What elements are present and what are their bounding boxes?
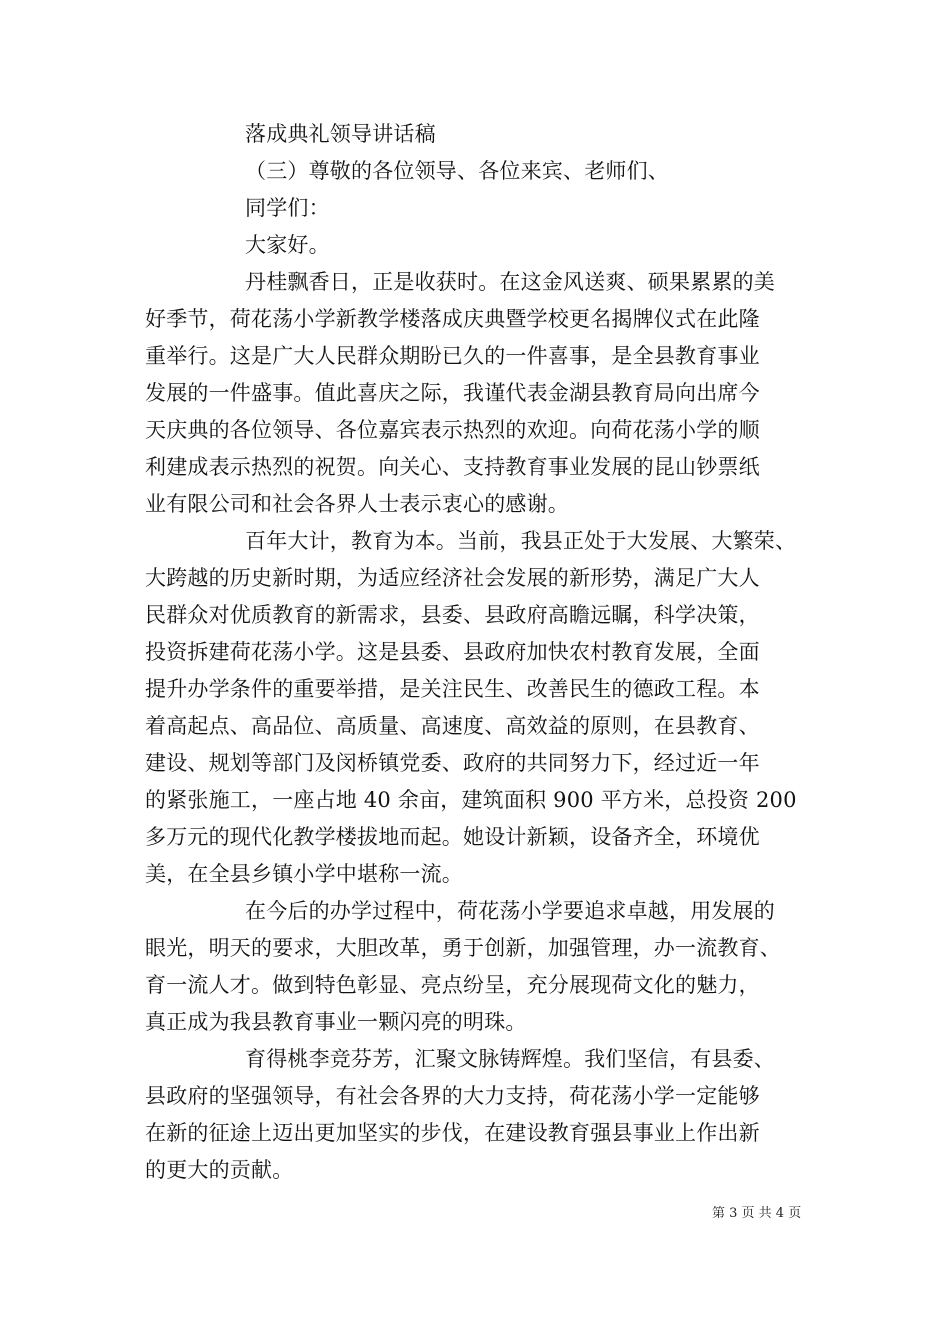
text-line: 的紧张施工，一座占地 40 余亩，建筑面积 900 平方米，总投资 200	[145, 788, 797, 812]
text-line: 美，在全县乡镇小学中堪称一流。	[145, 862, 463, 886]
text-line: 业有限公司和社会各界人士表示衷心的感谢。	[145, 492, 569, 516]
document-title: 落成典礼领导讲话稿	[245, 122, 436, 146]
text-line: 大跨越的历史新时期，为适应经济社会发展的新形势，满足广大人	[145, 566, 760, 590]
text-line: 大家好。	[245, 233, 330, 257]
text-line: 多万元的现代化教学楼拔地而起。她设计新颖，设备齐全，环境优	[145, 825, 760, 849]
text-line: 建设、规划等部门及闵桥镇党委、政府的共同努力下，经过近一年	[145, 751, 760, 775]
text-line: 百年大计，教育为本。当前，我县正处于大发展、大繁荣、	[245, 529, 797, 553]
text-line: 在今后的办学过程中，荷花荡小学要追求卓越，用发展的	[245, 899, 775, 923]
text-line: 育得桃李竞芬芳，汇聚文脉铸辉煌。我们坚信，有县委、	[245, 1047, 775, 1071]
text-line: 育一流人才。做到特色彰显、亮点纷呈，充分展现荷文化的魅力，	[145, 973, 760, 997]
text-line: 同学们：	[245, 196, 330, 220]
document-body	[145, 116, 817, 1189]
text-line: 在新的征途上迈出更加坚实的步伐，在建设教育强县事业上作出新	[145, 1121, 760, 1145]
text-line: 天庆典的各位领导、各位嘉宾表示热烈的欢迎。向荷花荡小学的顺	[145, 418, 760, 442]
text-line: 真正成为我县教育事业一颗闪亮的明珠。	[145, 1010, 527, 1034]
text-line: 利建成表示热烈的祝贺。向关心、支持教育事业发展的昆山钞票纸	[145, 455, 760, 479]
page-footer: 第 3 页 共 4 页	[712, 1206, 802, 1221]
text-line: 民群众对优质教育的新需求，县委、县政府高瞻远瞩，科学决策，	[145, 603, 760, 627]
text-line: 眼光，明天的要求，大胆改革，勇于创新，加强管理，办一流教育、	[145, 936, 781, 960]
text-line: 县政府的坚强领导，有社会各界的大力支持，荷花荡小学一定能够	[145, 1084, 760, 1108]
text-line: 着高起点、高品位、高质量、高速度、高效益的原则，在县教育、	[145, 714, 760, 738]
text-line: 的更大的贡献。	[145, 1158, 294, 1182]
text-line: 重举行。这是广大人民群众期盼已久的一件喜事，是全县教育事业	[145, 344, 760, 368]
text-line: 丹桂飘香日，正是收获时。在这金风送爽、硕果累累的美	[245, 270, 775, 294]
text-line: 好季节，荷花荡小学新教学楼落成庆典暨学校更名揭牌仪式在此隆	[145, 307, 760, 331]
text-line: 提升办学条件的重要举措，是关注民生、改善民生的德政工程。本	[145, 677, 760, 701]
text-line: 发展的一件盛事。值此喜庆之际，我谨代表金湖县教育局向出席今	[145, 381, 760, 405]
text-line: （三）尊敬的各位领导、各位来宾、老师们、	[245, 159, 669, 183]
text-line: 投资拆建荷花荡小学。这是县委、县政府加快农村教育发展，全面	[145, 640, 760, 664]
